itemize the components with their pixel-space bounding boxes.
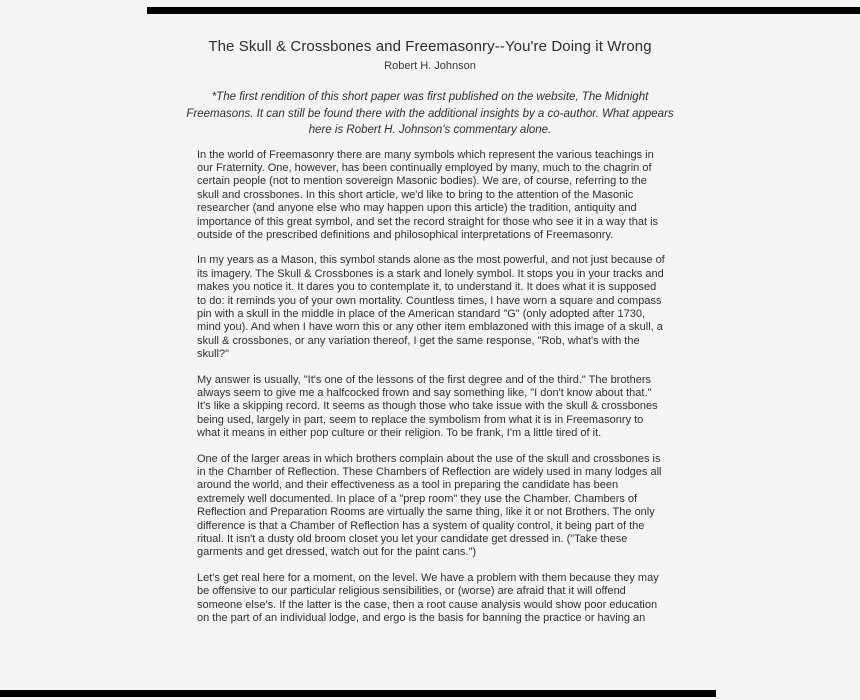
bottom-edge-strip: [0, 690, 716, 697]
publication-note: *The first rendition of this short paper was first published on the website, The Midnight Freemasons. It can still be found there with the additional insights by a co-author. What appears here is Robert H. Johnson's commentary alone.: [186, 91, 674, 136]
paragraph: In the world of Freemasonry there are many symbols which represent the various teachings in our Fraternity. One, however, has been continually employed by many, much to the chagrin of certain people (not to mention sovereign Masonic bodies). We are, of course, referring to the skull and crossbones. In this short article, we'd like to bring to the attention of the Masonic researcher (and anyone else who may happen upon this article) the tradition, antiquity and importance of this great symbol, and set the record straight for those who see it in a way that is outside of the prescribed definitions and philosophical interpretations of Freemasonry.: [197, 148, 659, 241]
paragraph: Let's get real here for a moment, on the level. We have a problem with them because they may be offensive to our particular religious sensibilities, or (worse) are afraid that it will offend someone else's. If the latter is the case, then a root cause analysis would show poor education on the part of an individual lodge, and ergo is the basis for banning the practice or having an: [197, 571, 659, 625]
paragraph: In my years as a Mason, this symbol stands alone as the most powerful, and not just because of its imagery. The Skull & Crossbones is a stark and lonely symbol. It stops you in your tracks and makes you notice it. It dares you to contemplate it, to understand it. It does what it is supposed to do: it reminds you of your own mortality. Countless times, I have worn a square and compass pin with a skull in the middle in place of the American standard "G" (only adopted after 1730, mind you). And when I have worn this or any other item emblazoned with this image of a skull, a skull & crossbones, or any variation thereof, I get the same response, "Rob, what's with the skull?": [197, 254, 665, 361]
page-title: The Skull & Crossbones and Freemasonry--You're Doing it Wrong: [208, 38, 652, 55]
article-body: [197, 149, 667, 626]
top-edge-strip: [147, 7, 860, 14]
paragraph: One of the larger areas in which brothers complain about the use of the skull and crossbones is in the Chamber of Reflection. These Chambers of Reflection are widely used in many lodges all around the world, and their effectiveness as a tool in preparing the candidate has been extremely well documented. In place of a "prep room" they use the Chamber. Chambers of Reflection and Preparation Rooms are virtually the same thing, like it or not Brothers. The only difference is that a Chamber of Reflection has a system of quality control, it being part of the ritual. It isn't a dusty old broom closet you let your candidate get dressed in. ("Take these garments and get dressed, watch out for the paint cans."): [197, 452, 662, 559]
paragraph: My answer is usually, "It's one of the lessons of the first degree and of the third." The brothers always seem to give me a halfcocked frown and say something like, "I don't know about that." It's like a skipping record. It seems as though those who take issue with the skull & crossbones being used, largely in part, seem to replace the symbolism from what it is in Freemasonry to what it means in either pop culture or their religion. To be frank, I'm a little tired of it.: [197, 373, 658, 440]
author-byline: Robert H. Johnson: [384, 60, 476, 72]
